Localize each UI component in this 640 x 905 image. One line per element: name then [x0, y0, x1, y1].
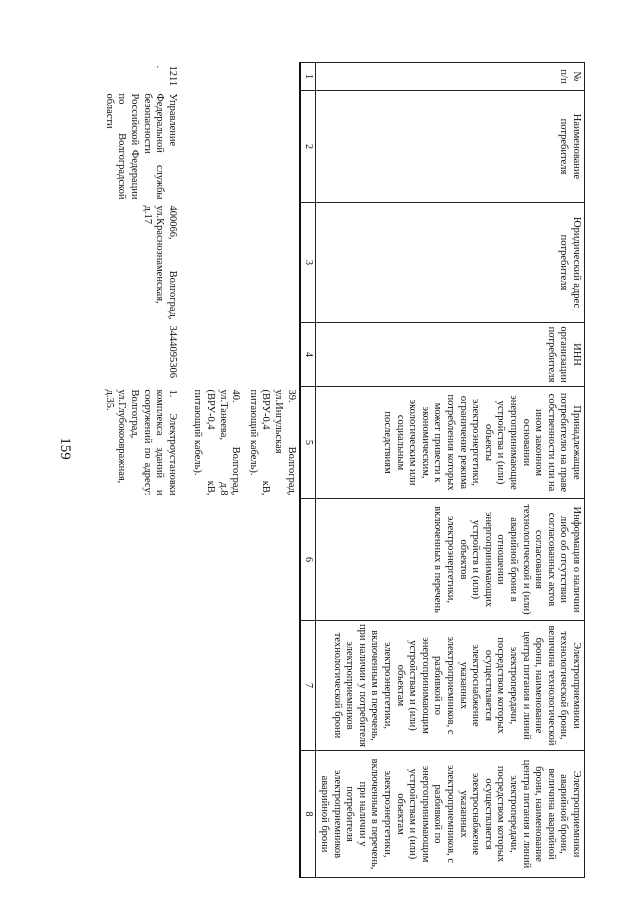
column-number: 8: [300, 751, 316, 878]
entry-inn: 3444095306: [166, 325, 178, 378]
header-legal-address: Юридический адрес потребителя: [315, 203, 584, 323]
header-consumer-name: Наименование потребителя: [315, 91, 584, 203]
rotated-page-content: [70, 62, 585, 897]
header-reservation-info: Информация о наличии либо об отсутствии согласованных актов согласования технологической и (или) аварийной брони в отношении энергопринимающих устройств и (или) объектов электроэнергетики, включенных в перечень: [315, 499, 584, 621]
continuation-devices-cell: [184, 387, 300, 499]
header-inn: ИНН организации потребителя: [315, 323, 584, 387]
consumers-table: [100, 62, 585, 878]
column-number: 1: [300, 63, 316, 91]
table-header-row: [315, 63, 584, 878]
device-item: 39. Волгоград, ул.Ингульская (ВРУ-0,4 кВ, питающий кабель).: [247, 389, 297, 496]
column-number: 3: [300, 203, 316, 323]
column-number: 2: [300, 91, 316, 203]
entry-devices: 1. Электроустановки комплекса зданий и сооружений по адресу: Волгоград, ул.Глубокоовражная, д.35.: [103, 389, 178, 496]
column-number: 7: [300, 621, 316, 751]
column-numbers-row: [300, 63, 316, 878]
device-item: 40. Волгоград, ул.Танеева, д.8 (ВРУ-0,4 кВ, питающий кабель).: [192, 389, 242, 496]
header-technological-reservation: Электроприемники технологической брони, величина технологической брони, наименование центра питания и линий электропередачи, посредством которых осуществляется электроснабжение указанных электроприемников, с разбивкой по энергопринимающим устройствам и (или) объектам электроэнергетики, включенным в перечень, при наличии у потребителя электроприемников технологической брони: [315, 621, 584, 751]
continuation-row: [184, 63, 300, 878]
entry-consumer-name: Управление Федеральной службы безопасности Российской Федерации по Волгоградской области: [103, 93, 178, 200]
header-devices: Принадлежащие потребителю на праве собственности или на ином законном основании энергопринимающие устройства и (или) объекты электроэнергетики, ограничение режима потребления которых может привести к экономическим, экологическим или социальным последствиям: [315, 387, 584, 499]
entry-legal-address: 400066, Волгоград, ул.Краснознаменская, д.17: [141, 205, 178, 320]
header-emergency-reservation: Электроприемники аварийной брони, величина аварийной брони, наименование центра питания и линий электропередачи, посредством которых осуществляется электроснабжение указанных электроприемников, с разбивкой по энергопринимающим устройствам и (или) объектам электроэнергетики, включенным в перечень, при наличии у потребителя электроприемников аварийной брони: [315, 751, 584, 878]
column-number: 4: [300, 323, 316, 387]
page-number: 159: [56, 437, 73, 460]
table-row: [100, 63, 184, 878]
column-number: 5: [300, 387, 316, 499]
column-number: 6: [300, 499, 316, 621]
entry-number: 1211.: [154, 65, 178, 87]
header-number: № п/п: [315, 63, 584, 91]
